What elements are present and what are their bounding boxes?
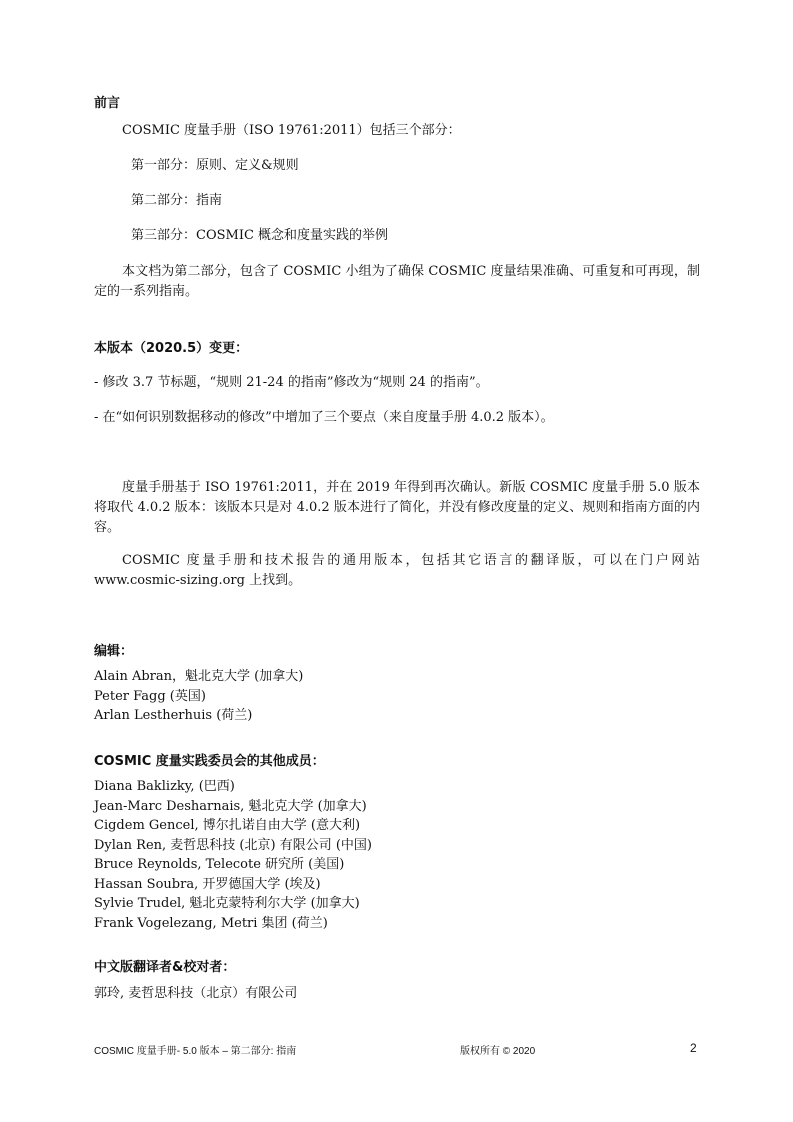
part-2: 第二部分：指南 (131, 193, 223, 208)
committee-list (94, 777, 700, 933)
list-item: Diana Baklizky, (巴西) (94, 779, 235, 794)
translators-heading: 中文版翻译者&校对者： (94, 960, 236, 975)
part-1: 第一部分：原则、定义&规则 (131, 158, 299, 173)
list-item: Bruce Reynolds, Telecote 研究所 (美国) (94, 857, 345, 872)
list-item: Hassan Soubra, 开罗德国大学 (埃及) (94, 876, 321, 892)
list-item: Alain Abran，魁北克大学 (加拿大) (94, 669, 304, 684)
footer-title: COSMIC 度量手册- 5.0 版本 – 第二部分: 指南 (94, 1046, 297, 1057)
list-item: Arlan Lestherhuis (荷兰) (94, 708, 253, 723)
footer-copyright: 版权所有 © 2020 (460, 1046, 536, 1057)
page-number: 2 (690, 1041, 697, 1055)
preface-intro: COSMIC 度量手册（ISO 19761:2011）包括三个部分： (122, 123, 461, 138)
body-paragraph-1: 度量手册基于 ISO 19761:2011，并在 2019 年得到再次确认。新版 COSMIC 度量手册 5.0 版本将取代 4.0.2 版本：该版本只是对 4.0.2 版本进行了简化，并没有修改度量的定义、规则和指南方面的内容。 (94, 480, 700, 535)
list-item: Jean-Marc Desharnais, 魁北克大学 (加拿大) (94, 798, 367, 814)
change-item-2: - 在“如何识别数据移动的修改”中增加了三个要点（来自度量手册 4.0.2 版本）。 (94, 410, 554, 425)
preface-paragraph: 本文档为第二部分，包含了 COSMIC 小组为了确保 COSMIC 度量结果准确、可重复和可再现，制定的一系列指南。 (94, 264, 700, 299)
translator-name: 郭玲, 麦哲思科技（北京）有限公司 (94, 986, 298, 1001)
body-paragraph-2: COSMIC 度量手册和技术报告的通用版本，包括其它语言的翻译版，可以在门户网站 www.cosmic-sizing.org 上找到。 (94, 553, 700, 588)
list-item: Dylan Ren, 麦哲思科技 (北京) 有限公司 (中国) (94, 837, 372, 853)
list-item: Frank Vogelezang, Metri 集团 (荷兰) (94, 915, 328, 931)
editors-list (94, 667, 700, 726)
committee-heading: COSMIC 度量实践委员会的其他成员： (94, 754, 325, 769)
preface-heading: 前言 (94, 96, 121, 111)
list-item: Peter Fagg (英国) (94, 688, 206, 704)
change-item-1: - 修改 3.7 节标题，“规则 21-24 的指南”修改为“规则 24 的指南”。 (94, 375, 489, 390)
part-3: 第三部分：COSMIC 概念和度量实践的举例 (131, 228, 389, 243)
editors-heading: 编辑： (94, 644, 134, 659)
list-item: Cigdem Gencel, 博尔扎诺自由大学 (意大利) (94, 818, 361, 833)
changes-heading: 本版本（2020.5）变更： (94, 341, 249, 356)
list-item: Sylvie Trudel, 魁北克蒙特利尔大学 (加拿大) (94, 896, 360, 911)
